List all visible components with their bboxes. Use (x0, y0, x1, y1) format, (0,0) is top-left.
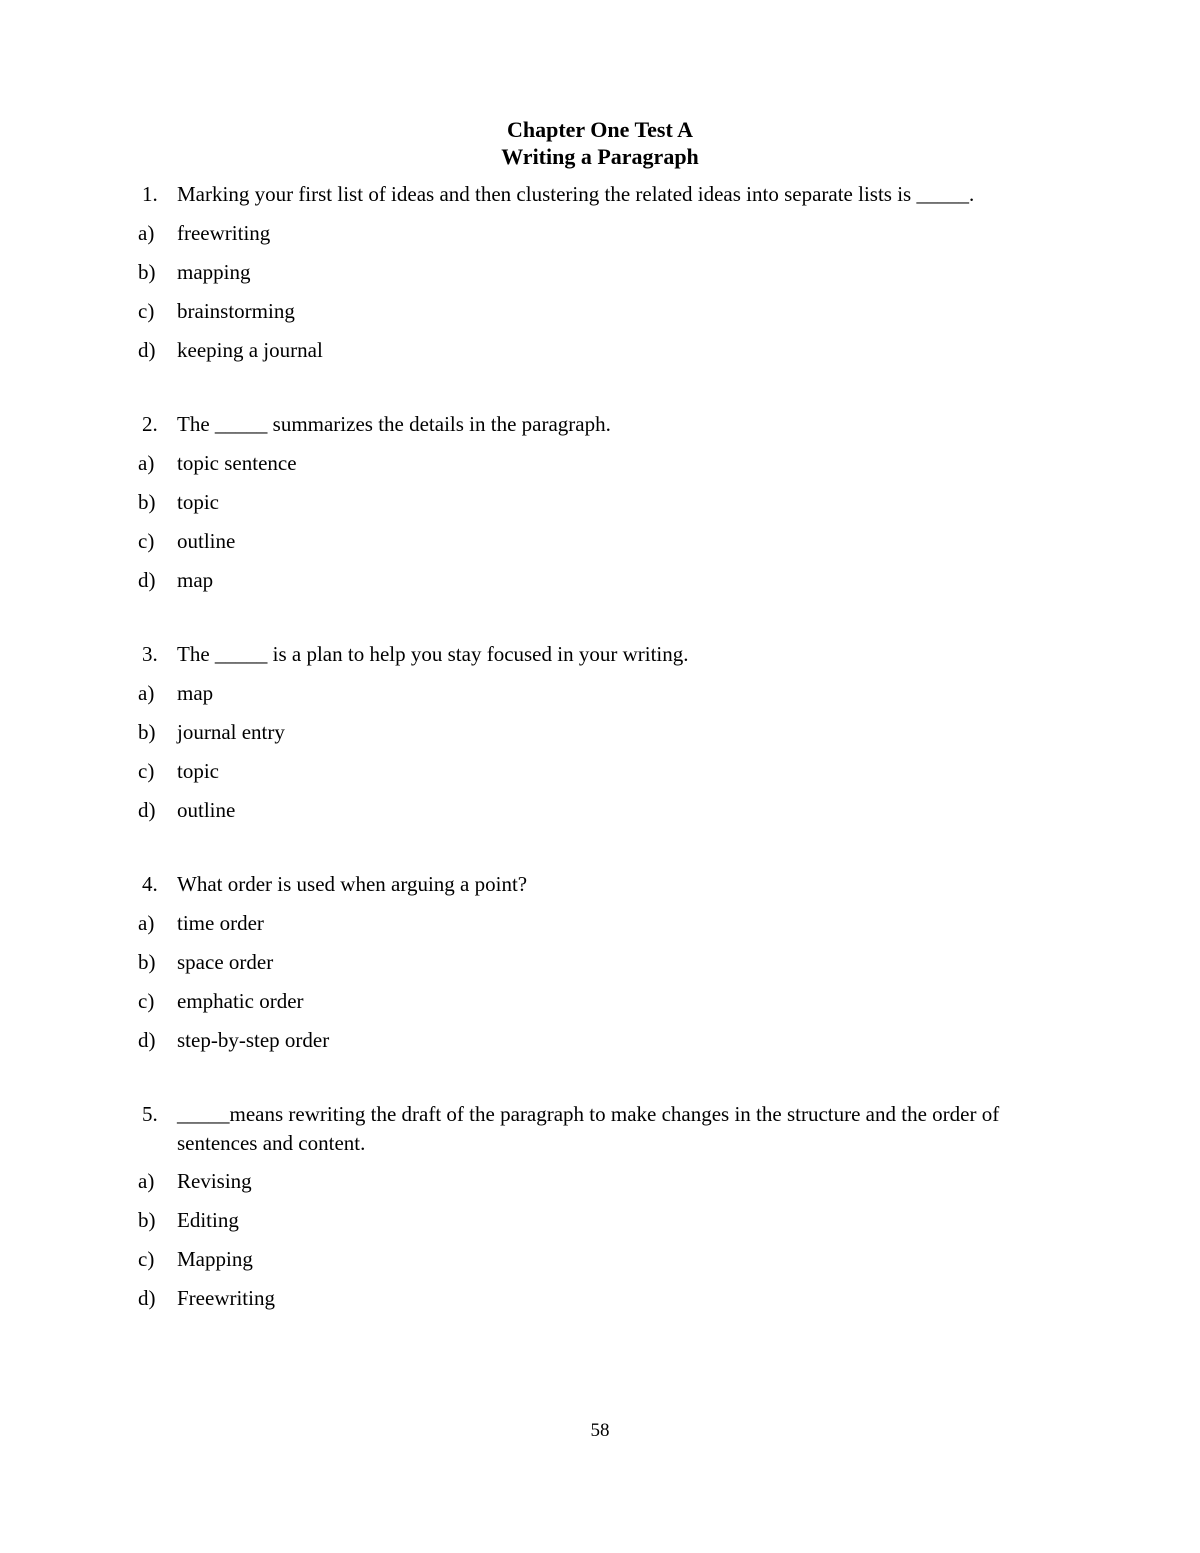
option-letter: a) (138, 1169, 155, 1193)
option-text: mapping (177, 260, 251, 284)
option-text: freewriting (177, 221, 271, 245)
option-letter: c) (138, 299, 155, 323)
answer-option (138, 752, 1038, 791)
option-text: topic sentence (177, 451, 297, 475)
page-subtitle: Writing a Paragraph (501, 144, 699, 169)
answer-option (138, 253, 1038, 292)
question-text: Marking your first list of ideas and then clustering the related ideas into separate lists is _____. (177, 182, 975, 206)
option-letter: c) (138, 989, 155, 1013)
question-number: 2. (142, 412, 158, 436)
answer-options (138, 214, 1038, 370)
option-text: Freewriting (177, 1286, 275, 1310)
answer-options (138, 1162, 1038, 1318)
question-list (138, 180, 1038, 1358)
option-letter: a) (138, 451, 155, 475)
option-letter: d) (138, 1286, 156, 1310)
option-letter: c) (138, 1247, 155, 1271)
question-number: 4. (142, 872, 158, 896)
question-stem (138, 1100, 1038, 1158)
option-text: outline (177, 798, 236, 822)
answer-option (138, 943, 1038, 982)
option-letter: a) (138, 911, 155, 935)
option-letter: a) (138, 681, 155, 705)
answer-option (138, 1021, 1038, 1060)
option-letter: b) (138, 950, 156, 974)
question-number: 1. (142, 182, 158, 206)
option-letter: c) (138, 759, 155, 783)
option-text: keeping a journal (177, 338, 323, 362)
question-stem (138, 180, 1038, 210)
question-stem (138, 640, 1038, 670)
answer-options (138, 444, 1038, 600)
option-text: map (177, 568, 214, 592)
question-number: 3. (142, 642, 158, 666)
option-text: Revising (177, 1169, 252, 1193)
question-5 (138, 1100, 1038, 1318)
option-text: Mapping (177, 1247, 253, 1271)
answer-option (138, 1240, 1038, 1279)
option-letter: d) (138, 338, 156, 362)
option-text: journal entry (177, 720, 285, 744)
question-number: 5. (142, 1102, 158, 1126)
option-letter: b) (138, 260, 156, 284)
question-text: What order is used when arguing a point? (177, 872, 528, 896)
answer-option (138, 522, 1038, 561)
option-letter: b) (138, 490, 156, 514)
answer-option (138, 561, 1038, 600)
question-1 (138, 180, 1038, 370)
answer-option (138, 331, 1038, 370)
option-letter: b) (138, 720, 156, 744)
answer-option (138, 674, 1038, 713)
answer-option (138, 444, 1038, 483)
answer-option (138, 791, 1038, 830)
option-letter: b) (138, 1208, 156, 1232)
option-text: step-by-step order (177, 1028, 330, 1052)
document-header (0, 116, 1200, 170)
option-letter: c) (138, 529, 155, 553)
page-number: 58 (590, 1420, 610, 1441)
option-text: Editing (177, 1208, 239, 1232)
answer-options (138, 904, 1038, 1060)
option-text: emphatic order (177, 989, 304, 1013)
option-letter: a) (138, 221, 155, 245)
option-letter: d) (138, 798, 156, 822)
question-2 (138, 410, 1038, 600)
question-stem (138, 870, 1038, 900)
option-text: brainstorming (177, 299, 295, 323)
option-letter: d) (138, 1028, 156, 1052)
answer-options (138, 674, 1038, 830)
answer-option (138, 292, 1038, 331)
answer-option (138, 1201, 1038, 1240)
answer-option (138, 904, 1038, 943)
option-text: time order (177, 911, 264, 935)
option-text: map (177, 681, 214, 705)
answer-option (138, 982, 1038, 1021)
option-text: topic (177, 759, 219, 783)
question-4 (138, 870, 1038, 1060)
page-title: Chapter One Test A (506, 117, 693, 142)
question-text: _____means rewriting the draft of the paragraph to make changes in the structure and the order of sentences and content. (177, 1102, 1000, 1155)
answer-option (138, 483, 1038, 522)
question-text: The _____ summarizes the details in the paragraph. (177, 412, 611, 436)
option-text: space order (177, 950, 274, 974)
answer-option (138, 713, 1038, 752)
answer-option (138, 214, 1038, 253)
answer-option (138, 1162, 1038, 1201)
option-letter: d) (138, 568, 156, 592)
question-text: The _____ is a plan to help you stay focused in your writing. (177, 642, 689, 666)
question-3 (138, 640, 1038, 830)
option-text: outline (177, 529, 236, 553)
question-stem (138, 410, 1038, 440)
option-text: topic (177, 490, 219, 514)
answer-option (138, 1279, 1038, 1318)
